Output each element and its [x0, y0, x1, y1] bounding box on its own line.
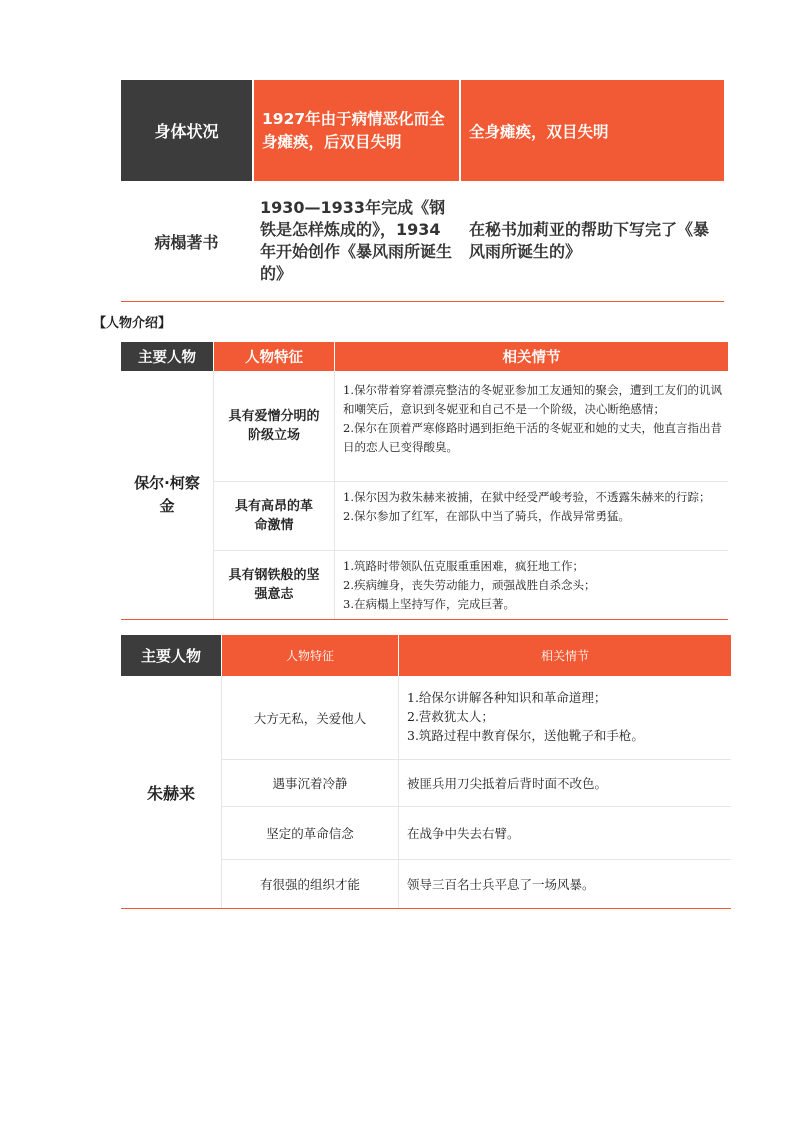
table2-header-plot: 相关情节 — [399, 635, 731, 676]
table2-trait-3: 坚定的革命信念 — [266, 826, 354, 841]
table1-header-person: 主要人物 — [121, 342, 213, 371]
plot-item: 3.筑路过程中教育保尔，送他靴子和手枪。 — [407, 728, 644, 743]
table1-header-trait: 人物特征 — [214, 342, 334, 371]
table1-plots-2 — [343, 488, 723, 526]
plot-item: 1.保尔因为救朱赫来被捕，在狱中经受严峻考验，不透露朱赫来的行踪； — [343, 490, 711, 504]
top-table — [121, 80, 724, 302]
top-table-bottom-border — [121, 301, 724, 302]
top-row1-label: 身体状况 — [121, 80, 252, 181]
table2-trait-2: 遇事沉着冷静 — [272, 776, 348, 791]
table2-person: 朱赫来 — [146, 783, 195, 803]
table1-person: 保尔·柯察金 — [134, 474, 200, 515]
top-row2-col2: 在秘书加莉亚的帮助下写完了《暴风雨所诞生的》 — [469, 220, 710, 261]
table2-col-divider — [398, 676, 399, 908]
plot-item: 3.在病榻上坚持写作，完成巨著。 — [343, 597, 515, 611]
plot-item: 领导三百名士兵平息了一场风暴。 — [407, 877, 595, 892]
table1-trait-3: 具有钢铁般的坚强意志 — [228, 568, 320, 602]
plot-item: 1.保尔带着穿着漂亮整洁的冬妮亚参加工友通知的聚会，遭到工友们的讥讽和嘲笑后，意识到冬妮亚和自己不是一个阶级，决心断绝感情； — [343, 383, 722, 416]
plot-item: 被匪兵用刀尖抵着后背时面不改色。 — [407, 776, 608, 791]
character-table-paul — [121, 342, 728, 620]
plot-item: 在战争中失去右臂。 — [407, 826, 520, 841]
table1-trait-1: 具有爱憎分明的阶级立场 — [228, 409, 320, 443]
table2-header-trait: 人物特征 — [222, 635, 398, 676]
table2-trait-1: 大方无私，关爱他人 — [253, 710, 367, 726]
table2-plots-2 — [407, 760, 727, 806]
plot-item: 1.筑路时带领队伍克服重重困难，疯狂地工作； — [343, 559, 584, 573]
plot-item: 2.保尔在顶着严寒修路时遇到拒绝干活的冬妮亚和她的丈夫，他直言指出昔日的恋人已变得酸臭。 — [343, 421, 722, 454]
table2-trait-4: 有很强的组织才能 — [259, 877, 360, 892]
top-row2-label: 病榻著书 — [154, 232, 219, 252]
table2-plots-4 — [407, 860, 727, 908]
character-table-zhuhelai — [121, 635, 731, 909]
table2-bottom-border — [121, 908, 731, 909]
top-row1-col2: 全身瘫痪，双目失明 — [461, 80, 724, 181]
plot-item: 2.营救犹太人； — [407, 709, 494, 724]
table1-trait-2: 具有高昂的革命激情 — [234, 499, 313, 533]
plot-item: 2.保尔参加了红军，在部队中当了骑兵，作战异常勇猛。 — [343, 509, 630, 523]
top-row1-col1: 1927年由于病情恶化而全身瘫痪，后双目失明 — [254, 80, 459, 181]
table2-plots-1 — [407, 688, 727, 745]
table2-plots-3 — [407, 807, 727, 859]
table1-plots-3 — [343, 557, 723, 614]
plot-item: 2.疾病缠身，丧失劳动能力，顽强战胜自杀念头； — [343, 578, 596, 592]
table2-header-person: 主要人物 — [121, 635, 221, 676]
table1-plots-1 — [343, 381, 723, 457]
section-heading: 【人物介绍】 — [93, 316, 172, 331]
plot-item: 1.给保尔讲解各种知识和革命道理； — [407, 690, 607, 705]
table1-header-plot: 相关情节 — [335, 342, 728, 371]
top-row2-col1: 1930—1933年完成《钢铁是怎样炼成的》，1934年开始创作《暴风雨所诞生的》 — [260, 198, 453, 283]
table1-bottom-border — [121, 619, 728, 620]
table1-col-divider — [334, 371, 335, 619]
